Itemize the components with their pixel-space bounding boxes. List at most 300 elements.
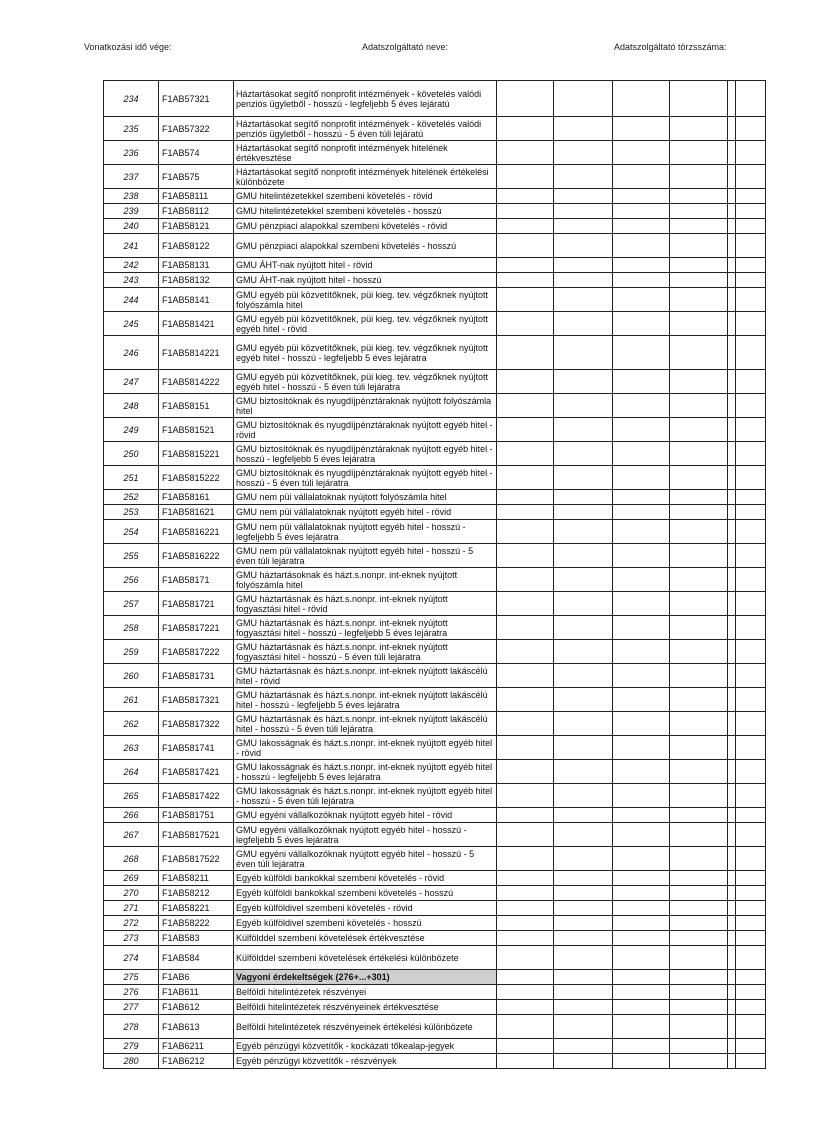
value-cell[interactable] [670, 312, 728, 336]
value-cell[interactable] [670, 784, 728, 808]
value-cell[interactable] [728, 592, 736, 616]
value-cell[interactable] [728, 288, 736, 312]
value-cell[interactable] [613, 901, 670, 916]
value-cell[interactable] [554, 592, 613, 616]
value-cell[interactable] [736, 688, 766, 712]
value-cell[interactable] [728, 688, 736, 712]
value-cell[interactable] [497, 736, 554, 760]
value-cell[interactable] [613, 592, 670, 616]
value-cell[interactable] [670, 336, 728, 370]
value-cell[interactable] [728, 466, 736, 490]
value-cell[interactable] [554, 490, 613, 505]
value-cell[interactable] [736, 1054, 766, 1069]
value-cell[interactable] [736, 985, 766, 1000]
value-cell[interactable] [736, 664, 766, 688]
value-cell[interactable] [736, 931, 766, 946]
value-cell[interactable] [736, 520, 766, 544]
value-cell[interactable] [728, 490, 736, 505]
value-cell[interactable] [728, 418, 736, 442]
value-cell[interactable] [670, 1000, 728, 1015]
value-cell[interactable] [497, 592, 554, 616]
row-description: GMU lakosságnak és házt.s.nonpr. int-eknek nyújtott egyéb hitel - hosszú - legfeljebb 5 éves lejáratra [234, 760, 497, 784]
value-cell[interactable] [670, 916, 728, 931]
value-cell[interactable] [613, 1039, 670, 1054]
value-cell[interactable] [670, 946, 728, 970]
value-cell[interactable] [613, 712, 670, 736]
value-cell[interactable] [670, 970, 728, 985]
value-cell[interactable] [554, 946, 613, 970]
value-cell[interactable] [670, 847, 728, 871]
value-cell[interactable] [728, 823, 736, 847]
value-cell[interactable] [670, 258, 728, 273]
value-cell[interactable] [613, 165, 670, 189]
value-cell[interactable] [728, 394, 736, 418]
value-cell[interactable] [670, 760, 728, 784]
value-cell[interactable] [736, 442, 766, 466]
value-cell[interactable] [736, 418, 766, 442]
value-cell[interactable] [670, 466, 728, 490]
value-cell[interactable] [554, 189, 613, 204]
value-cell[interactable] [728, 520, 736, 544]
value-cell[interactable] [497, 688, 554, 712]
value-cell[interactable] [554, 916, 613, 931]
value-cell[interactable] [736, 871, 766, 886]
value-cell[interactable] [728, 640, 736, 664]
value-cell[interactable] [736, 1000, 766, 1015]
value-cell[interactable] [497, 871, 554, 886]
value-cell[interactable] [497, 394, 554, 418]
value-cell[interactable] [736, 1015, 766, 1039]
value-cell[interactable] [554, 273, 613, 288]
value-cell[interactable] [554, 1054, 613, 1069]
value-cell[interactable] [736, 568, 766, 592]
value-cell[interactable] [613, 505, 670, 520]
value-cell[interactable] [554, 418, 613, 442]
value-cell[interactable] [613, 204, 670, 219]
value-cell[interactable] [497, 442, 554, 466]
value-cell[interactable] [497, 258, 554, 273]
value-cell[interactable] [670, 394, 728, 418]
value-cell[interactable] [613, 466, 670, 490]
table-row [104, 985, 766, 1000]
value-cell[interactable] [554, 931, 613, 946]
value-cell[interactable] [554, 1015, 613, 1039]
value-cell[interactable] [497, 823, 554, 847]
value-cell[interactable] [728, 568, 736, 592]
value-cell[interactable] [554, 288, 613, 312]
value-cell[interactable] [554, 312, 613, 336]
row-code: F1AB581421 [159, 312, 234, 336]
value-cell[interactable] [613, 985, 670, 1000]
value-cell[interactable] [728, 760, 736, 784]
value-cell[interactable] [670, 1015, 728, 1039]
value-cell[interactable] [728, 808, 736, 823]
value-cell[interactable] [670, 273, 728, 288]
value-cell[interactable] [554, 520, 613, 544]
value-cell[interactable] [728, 712, 736, 736]
value-cell[interactable] [728, 1039, 736, 1054]
value-cell[interactable] [670, 736, 728, 760]
value-cell[interactable] [554, 688, 613, 712]
row-code: F1AB5814221 [159, 336, 234, 370]
value-cell[interactable] [497, 985, 554, 1000]
value-cell[interactable] [497, 544, 554, 568]
value-cell[interactable] [497, 219, 554, 234]
value-cell[interactable] [497, 288, 554, 312]
value-cell[interactable] [554, 640, 613, 664]
value-cell[interactable] [497, 784, 554, 808]
value-cell[interactable] [736, 165, 766, 189]
value-cell[interactable] [736, 784, 766, 808]
row-code: F1AB5817421 [159, 760, 234, 784]
value-cell[interactable] [613, 688, 670, 712]
value-cell[interactable] [736, 394, 766, 418]
value-cell[interactable] [613, 1054, 670, 1069]
value-cell[interactable] [613, 616, 670, 640]
value-cell[interactable] [736, 312, 766, 336]
value-cell[interactable] [613, 847, 670, 871]
value-cell[interactable] [736, 886, 766, 901]
value-cell[interactable] [670, 370, 728, 394]
value-cell[interactable] [613, 219, 670, 234]
value-cell[interactable] [497, 1039, 554, 1054]
value-cell[interactable] [613, 1000, 670, 1015]
value-cell[interactable] [728, 916, 736, 931]
value-cell[interactable] [728, 871, 736, 886]
value-cell[interactable] [728, 219, 736, 234]
value-cell[interactable] [497, 505, 554, 520]
value-cell[interactable] [497, 847, 554, 871]
value-cell[interactable] [736, 490, 766, 505]
value-cell[interactable] [613, 808, 670, 823]
value-cell[interactable] [736, 970, 766, 985]
value-cell[interactable] [728, 544, 736, 568]
row-description: Külfölddel szembeni követelések értékelési különbözete [234, 946, 497, 970]
value-cell[interactable] [613, 81, 670, 117]
value-cell[interactable] [670, 505, 728, 520]
value-cell[interactable] [613, 273, 670, 288]
value-cell[interactable] [497, 370, 554, 394]
value-cell[interactable] [613, 886, 670, 901]
value-cell[interactable] [554, 394, 613, 418]
value-cell[interactable] [554, 568, 613, 592]
value-cell[interactable] [736, 204, 766, 219]
value-cell[interactable] [728, 165, 736, 189]
value-cell[interactable] [497, 466, 554, 490]
row-description: GMU háztartásnak és házt.s.nonpr. int-eknek nyújtott fogyasztási hitel - rövid [234, 592, 497, 616]
value-cell[interactable] [613, 520, 670, 544]
value-cell[interactable] [736, 505, 766, 520]
value-cell[interactable] [728, 1015, 736, 1039]
value-cell[interactable] [554, 81, 613, 117]
value-cell[interactable] [497, 189, 554, 204]
value-cell[interactable] [670, 640, 728, 664]
value-cell[interactable] [728, 312, 736, 336]
value-cell[interactable] [670, 616, 728, 640]
value-cell[interactable] [497, 901, 554, 916]
value-cell[interactable] [670, 81, 728, 117]
value-cell[interactable] [554, 1000, 613, 1015]
table-row [104, 165, 766, 189]
value-cell[interactable] [554, 616, 613, 640]
value-cell[interactable] [728, 1054, 736, 1069]
value-cell[interactable] [736, 189, 766, 204]
value-cell[interactable] [613, 664, 670, 688]
value-cell[interactable] [736, 616, 766, 640]
value-cell[interactable] [613, 117, 670, 141]
value-cell[interactable] [736, 544, 766, 568]
value-cell[interactable] [670, 1054, 728, 1069]
value-cell[interactable] [728, 784, 736, 808]
value-cell[interactable] [554, 871, 613, 886]
value-cell[interactable] [497, 886, 554, 901]
value-cell[interactable] [728, 189, 736, 204]
value-cell[interactable] [613, 336, 670, 370]
value-cell[interactable] [670, 418, 728, 442]
value-cell[interactable] [736, 273, 766, 288]
value-cell[interactable] [613, 258, 670, 273]
value-cell[interactable] [554, 466, 613, 490]
row-code: F1AB583 [159, 931, 234, 946]
row-number: 267 [104, 823, 159, 847]
value-cell[interactable] [554, 141, 613, 165]
value-cell[interactable] [728, 970, 736, 985]
value-cell[interactable] [728, 117, 736, 141]
value-cell[interactable] [613, 640, 670, 664]
value-cell[interactable] [497, 273, 554, 288]
value-cell[interactable] [728, 204, 736, 219]
value-cell[interactable] [728, 946, 736, 970]
value-cell[interactable] [554, 847, 613, 871]
value-cell[interactable] [728, 931, 736, 946]
value-cell[interactable] [670, 117, 728, 141]
value-cell[interactable] [728, 442, 736, 466]
value-cell[interactable] [736, 288, 766, 312]
value-cell[interactable] [736, 823, 766, 847]
value-cell[interactable] [497, 234, 554, 258]
value-cell[interactable] [554, 1039, 613, 1054]
value-cell[interactable] [728, 141, 736, 165]
value-cell[interactable] [613, 370, 670, 394]
value-cell[interactable] [728, 901, 736, 916]
value-cell[interactable] [613, 784, 670, 808]
value-cell[interactable] [497, 81, 554, 117]
value-cell[interactable] [497, 946, 554, 970]
value-cell[interactable] [670, 1039, 728, 1054]
value-cell[interactable] [728, 1000, 736, 1015]
value-cell[interactable] [497, 418, 554, 442]
value-cell[interactable] [497, 141, 554, 165]
value-cell[interactable] [497, 616, 554, 640]
value-cell[interactable] [736, 117, 766, 141]
value-cell[interactable] [497, 808, 554, 823]
row-number: 237 [104, 165, 159, 189]
value-cell[interactable] [554, 370, 613, 394]
row-description: GMU nem püi vállalatoknak nyújtott egyéb hitel - hosszú - legfeljebb 5 éves lejáratra [234, 520, 497, 544]
value-cell[interactable] [728, 258, 736, 273]
value-cell[interactable] [613, 931, 670, 946]
value-cell[interactable] [736, 946, 766, 970]
value-cell[interactable] [554, 808, 613, 823]
table-row [104, 288, 766, 312]
value-cell[interactable] [497, 970, 554, 985]
value-cell[interactable] [670, 165, 728, 189]
value-cell[interactable] [736, 712, 766, 736]
value-cell[interactable] [736, 234, 766, 258]
value-cell[interactable] [728, 505, 736, 520]
value-cell[interactable] [554, 258, 613, 273]
value-cell[interactable] [728, 664, 736, 688]
value-cell[interactable] [736, 219, 766, 234]
value-cell[interactable] [613, 288, 670, 312]
value-cell[interactable] [613, 871, 670, 886]
value-cell[interactable] [554, 760, 613, 784]
value-cell[interactable] [497, 1054, 554, 1069]
value-cell[interactable] [670, 490, 728, 505]
value-cell[interactable] [670, 234, 728, 258]
value-cell[interactable] [554, 736, 613, 760]
value-cell[interactable] [554, 117, 613, 141]
value-cell[interactable] [670, 901, 728, 916]
value-cell[interactable] [554, 712, 613, 736]
value-cell[interactable] [497, 520, 554, 544]
value-cell[interactable] [613, 418, 670, 442]
value-cell[interactable] [497, 916, 554, 931]
value-cell[interactable] [497, 664, 554, 688]
value-cell[interactable] [728, 985, 736, 1000]
value-cell[interactable] [670, 985, 728, 1000]
value-cell[interactable] [554, 886, 613, 901]
value-cell[interactable] [613, 970, 670, 985]
value-cell[interactable] [728, 234, 736, 258]
value-cell[interactable] [554, 442, 613, 466]
value-cell[interactable] [613, 189, 670, 204]
value-cell[interactable] [613, 946, 670, 970]
row-description: Belföldi hitelintézetek részvényeinek értékelési különbözete [234, 1015, 497, 1039]
value-cell[interactable] [613, 568, 670, 592]
value-cell[interactable] [497, 712, 554, 736]
value-cell[interactable] [670, 568, 728, 592]
value-cell[interactable] [670, 141, 728, 165]
value-cell[interactable] [736, 81, 766, 117]
value-cell[interactable] [613, 760, 670, 784]
value-cell[interactable] [554, 664, 613, 688]
value-cell[interactable] [670, 871, 728, 886]
value-cell[interactable] [554, 219, 613, 234]
value-cell[interactable] [736, 1039, 766, 1054]
value-cell[interactable] [497, 640, 554, 664]
value-cell[interactable] [554, 204, 613, 219]
value-cell[interactable] [670, 219, 728, 234]
value-cell[interactable] [670, 288, 728, 312]
value-cell[interactable] [728, 736, 736, 760]
value-cell[interactable] [670, 189, 728, 204]
value-cell[interactable] [728, 81, 736, 117]
value-cell[interactable] [613, 823, 670, 847]
value-cell[interactable] [728, 886, 736, 901]
value-cell[interactable] [670, 544, 728, 568]
value-cell[interactable] [736, 141, 766, 165]
value-cell[interactable] [497, 568, 554, 592]
value-cell[interactable] [670, 808, 728, 823]
value-cell[interactable] [613, 916, 670, 931]
value-cell[interactable] [670, 520, 728, 544]
value-cell[interactable] [554, 544, 613, 568]
value-cell[interactable] [728, 336, 736, 370]
value-cell[interactable] [670, 712, 728, 736]
value-cell[interactable] [497, 204, 554, 219]
row-number: 266 [104, 808, 159, 823]
row-description: Háztartásokat segítő nonprofit intézmények hitelének értékvesztése [234, 141, 497, 165]
value-cell[interactable] [554, 985, 613, 1000]
value-cell[interactable] [736, 808, 766, 823]
value-cell[interactable] [670, 823, 728, 847]
value-cell[interactable] [736, 901, 766, 916]
value-cell[interactable] [613, 141, 670, 165]
value-cell[interactable] [497, 312, 554, 336]
value-cell[interactable] [736, 592, 766, 616]
value-cell[interactable] [728, 847, 736, 871]
value-cell[interactable] [670, 886, 728, 901]
value-cell[interactable] [670, 442, 728, 466]
value-cell[interactable] [670, 664, 728, 688]
value-cell[interactable] [736, 760, 766, 784]
value-cell[interactable] [670, 592, 728, 616]
value-cell[interactable] [554, 165, 613, 189]
value-cell[interactable] [554, 234, 613, 258]
value-cell[interactable] [736, 640, 766, 664]
value-cell[interactable] [497, 931, 554, 946]
value-cell[interactable] [613, 394, 670, 418]
value-cell[interactable] [736, 916, 766, 931]
value-cell[interactable] [497, 490, 554, 505]
value-cell[interactable] [497, 117, 554, 141]
value-cell[interactable] [613, 736, 670, 760]
value-cell[interactable] [497, 336, 554, 370]
value-cell[interactable] [670, 204, 728, 219]
value-cell[interactable] [613, 442, 670, 466]
value-cell[interactable] [670, 931, 728, 946]
value-cell[interactable] [736, 466, 766, 490]
value-cell[interactable] [736, 370, 766, 394]
value-cell[interactable] [497, 760, 554, 784]
value-cell[interactable] [554, 970, 613, 985]
value-cell[interactable] [728, 616, 736, 640]
value-cell[interactable] [554, 901, 613, 916]
value-cell[interactable] [736, 258, 766, 273]
value-cell[interactable] [554, 823, 613, 847]
value-cell[interactable] [728, 370, 736, 394]
row-code: F1AB5816221 [159, 520, 234, 544]
value-cell[interactable] [613, 490, 670, 505]
value-cell[interactable] [736, 847, 766, 871]
value-cell[interactable] [736, 736, 766, 760]
value-cell[interactable] [554, 336, 613, 370]
value-cell[interactable] [736, 336, 766, 370]
table-row [104, 736, 766, 760]
value-cell[interactable] [728, 273, 736, 288]
value-cell[interactable] [497, 1000, 554, 1015]
value-cell[interactable] [497, 165, 554, 189]
value-cell[interactable] [670, 688, 728, 712]
value-cell[interactable] [497, 1015, 554, 1039]
value-cell[interactable] [613, 234, 670, 258]
value-cell[interactable] [613, 544, 670, 568]
value-cell[interactable] [613, 1015, 670, 1039]
value-cell[interactable] [554, 505, 613, 520]
value-cell[interactable] [554, 784, 613, 808]
value-cell[interactable] [613, 312, 670, 336]
